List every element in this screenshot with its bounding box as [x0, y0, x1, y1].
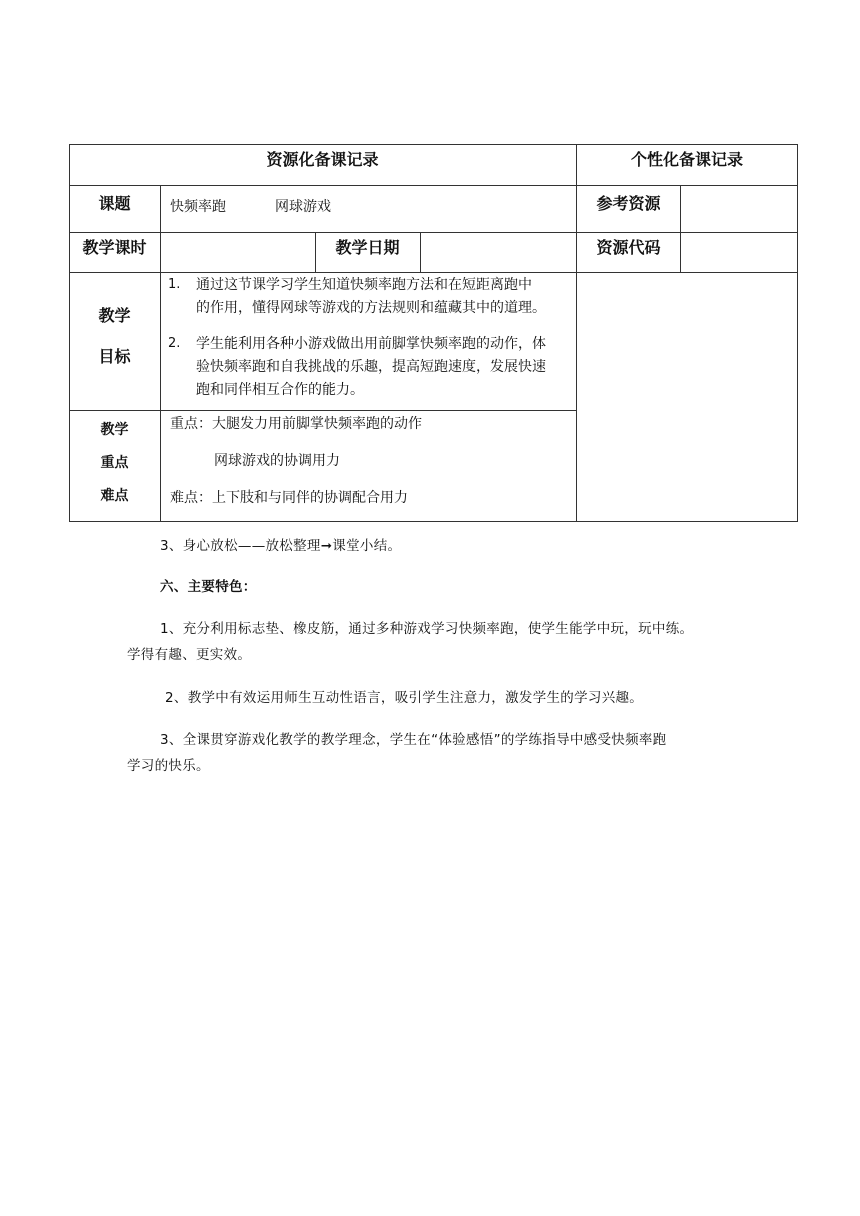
- objective-line: 的作用，懂得网球等游戏的方法规则和蕴藏其中的道理。: [196, 300, 546, 316]
- objective-line: 验快频率跑和自我挑战的乐趣，提高短跑速度，发展快速: [196, 359, 546, 375]
- key-point-2: 网球游戏的协调用力: [214, 453, 340, 469]
- table-col-divider: [680, 185, 681, 273]
- code-label: 资源代码: [596, 238, 661, 257]
- feature-3-line-1: 3、全课贯穿游戏化教学的教学理念，学生在“体验感悟”的学练指导中感受快频率跑: [160, 732, 667, 748]
- topic-value-2: 网球游戏: [275, 199, 331, 215]
- objectives-label-1: 教学: [98, 306, 131, 325]
- hours-label: 教学课时: [82, 238, 147, 257]
- feature-2-line-1: 2、教学中有效运用师生互动性语言，吸引学生注意力，激发学生的学习兴趣。: [165, 690, 644, 706]
- keypoint-label-2: 重点: [100, 455, 129, 471]
- key-point-1: 重点：大腿发力用前脚掌快频率跑的动作: [170, 416, 422, 432]
- topic-value-1: 快频率跑: [170, 199, 226, 215]
- reference-label: 参考资源: [596, 194, 661, 213]
- difficulty: 难点：上下肢和与同伴的协调配合用力: [170, 490, 408, 506]
- table-border-bottom: [69, 521, 798, 522]
- table-col-divider: [420, 232, 421, 273]
- table-row-divider: [69, 410, 577, 411]
- keypoint-label-3: 难点: [100, 488, 129, 504]
- step-3-text: 3、身心放松——放松整理➞课堂小结。: [160, 538, 402, 554]
- table-row-divider: [69, 272, 798, 273]
- table-border-top: [69, 144, 798, 145]
- header-resource-record: 资源化备课记录: [266, 150, 379, 169]
- feature-3-line-2: 学习的快乐。: [127, 758, 210, 774]
- table-row-divider: [69, 185, 798, 186]
- topic-label: 课题: [98, 194, 131, 213]
- objective-line: 学生能利用各种小游戏做出用前脚掌快频率跑的动作，体: [196, 336, 546, 352]
- table-col-divider: [160, 185, 161, 521]
- objectives-label-2: 目标: [98, 347, 131, 366]
- date-label: 教学日期: [335, 238, 400, 257]
- header-personal-record: 个性化备课记录: [630, 150, 743, 169]
- objective-line: 通过这节课学习学生知道快频率跑方法和在短距离跑中: [196, 277, 532, 293]
- table-row-divider: [69, 232, 798, 233]
- keypoint-label-1: 教学: [100, 422, 129, 438]
- feature-1-line-1: 1、充分利用标志垫、橡皮筋，通过多种游戏学习快频率跑，使学生能学中玩，玩中练。: [160, 621, 694, 637]
- objective-number: 2.: [168, 336, 181, 351]
- section-title: 六、主要特色：: [160, 579, 257, 595]
- objective-number: 1.: [168, 277, 181, 292]
- feature-1-line-2: 学得有趣、更实效。: [127, 647, 252, 663]
- objective-line: 跑和同伴相互合作的能力。: [196, 382, 364, 398]
- table-border-right: [797, 144, 798, 522]
